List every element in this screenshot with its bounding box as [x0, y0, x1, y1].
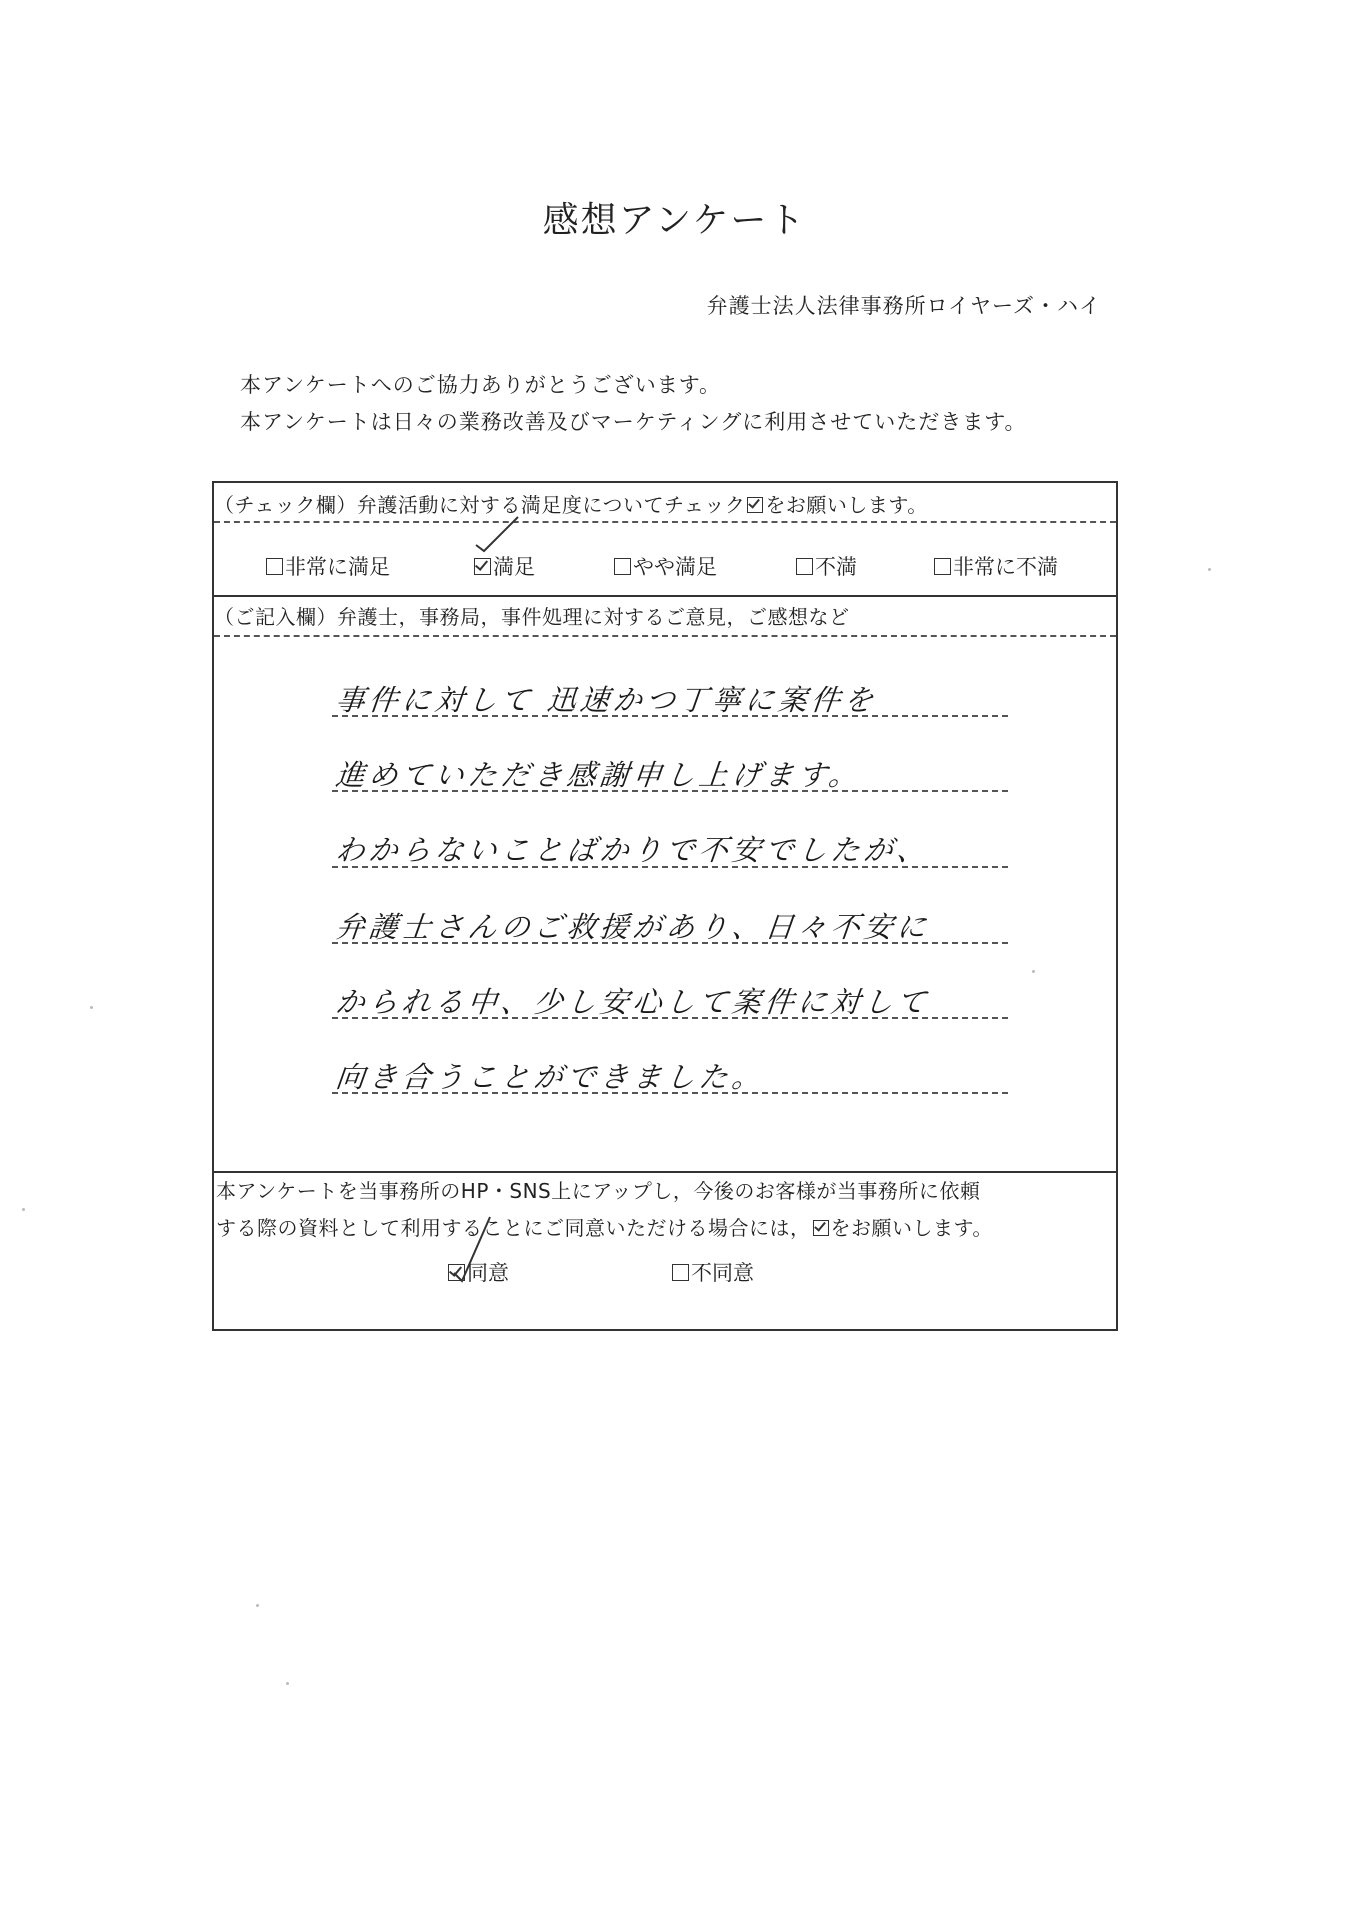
handwritten-line-1: 事件に対して 迅速かつ丁寧に案件を — [334, 683, 879, 717]
checkbox-checked-icon[interactable] — [474, 558, 491, 575]
writing-line — [332, 715, 1008, 717]
checkbox-icon[interactable] — [796, 558, 813, 575]
satisfaction-options — [214, 543, 1116, 587]
scan-speck — [22, 1208, 25, 1211]
writing-line — [332, 1017, 1008, 1019]
writing-line — [332, 790, 1008, 792]
checkbox-icon[interactable] — [934, 558, 951, 575]
intro-line-2: 本アンケートは日々の業務改善及びマーケティングに利用させていただきます。 — [240, 410, 1027, 434]
consent-line-2-after: をお願いします。 — [830, 1216, 993, 1240]
checkbox-sample-icon — [747, 497, 763, 513]
handwritten-line-2: 進めていただき感謝申し上げます。 — [334, 758, 864, 792]
scan-speck — [256, 1604, 259, 1607]
handwritten-line-3: わからないことばかりで不安でしたが、 — [334, 833, 932, 867]
intro-text — [240, 367, 1027, 441]
check-header-text-before: （チェック欄）弁護活動に対する満足度についてチェック — [214, 493, 746, 517]
writing-line — [332, 1092, 1008, 1094]
option-label: 不満 — [815, 555, 857, 579]
consent-line-1: 本アンケートを当事務所のHP・SNS上にアップし，今後のお客様が当事務所に依頼 — [216, 1179, 981, 1203]
divider-solid — [214, 595, 1116, 597]
option-dissatisfied[interactable] — [796, 551, 857, 581]
option-satisfied[interactable] — [474, 551, 535, 581]
firm-name: 弁護士法人法律事務所ロイヤーズ・ハイ — [706, 294, 1101, 318]
option-label: 非常に不満 — [953, 555, 1058, 579]
comment-section-header: （ご記入欄）弁護士，事務局，事件処理に対するご意見，ご感想など — [214, 605, 850, 629]
scan-speck — [286, 1682, 289, 1685]
check-header-text-after: をお願いします。 — [765, 493, 928, 517]
checkbox-sample-icon — [813, 1220, 829, 1236]
option-label: 不同意 — [691, 1261, 754, 1285]
scan-speck — [90, 1006, 93, 1009]
option-label: 同意 — [467, 1261, 509, 1285]
consent-line-2 — [216, 1210, 1116, 1247]
handwritten-line-4: 弁護士さんのご救援があり、日々不安に — [334, 910, 932, 944]
scan-speck — [1208, 568, 1211, 571]
consent-text — [216, 1173, 1116, 1247]
checkbox-icon[interactable] — [672, 1264, 689, 1281]
checkbox-checked-icon[interactable] — [448, 1264, 465, 1281]
option-agree[interactable] — [448, 1257, 509, 1287]
handwritten-line-6: 向き合うことができました。 — [334, 1060, 767, 1094]
survey-title: 感想アンケート — [542, 200, 807, 241]
divider-dashed — [214, 521, 1116, 523]
option-disagree[interactable] — [672, 1257, 754, 1287]
survey-form — [212, 481, 1118, 1331]
option-somewhat-satisfied[interactable] — [614, 551, 717, 581]
scan-speck — [1032, 970, 1035, 973]
consent-line-2-before: する際の資料として利用することにご同意いただける場合には， — [216, 1216, 811, 1240]
divider-dashed — [214, 635, 1116, 637]
writing-line — [332, 866, 1008, 868]
intro-line-1: 本アンケートへのご協力ありがとうございます。 — [240, 373, 722, 397]
writing-line — [332, 942, 1008, 944]
option-label: 満足 — [493, 555, 535, 579]
option-label: 非常に満足 — [285, 555, 390, 579]
checkbox-icon[interactable] — [266, 558, 283, 575]
option-label: やや満足 — [633, 555, 717, 579]
handwritten-line-5: かられる中、少し安心して案件に対して — [334, 985, 932, 1019]
check-section-header — [214, 489, 1116, 518]
checkbox-icon[interactable] — [614, 558, 631, 575]
option-very-dissatisfied[interactable] — [934, 551, 1058, 581]
option-very-satisfied[interactable] — [266, 551, 390, 581]
